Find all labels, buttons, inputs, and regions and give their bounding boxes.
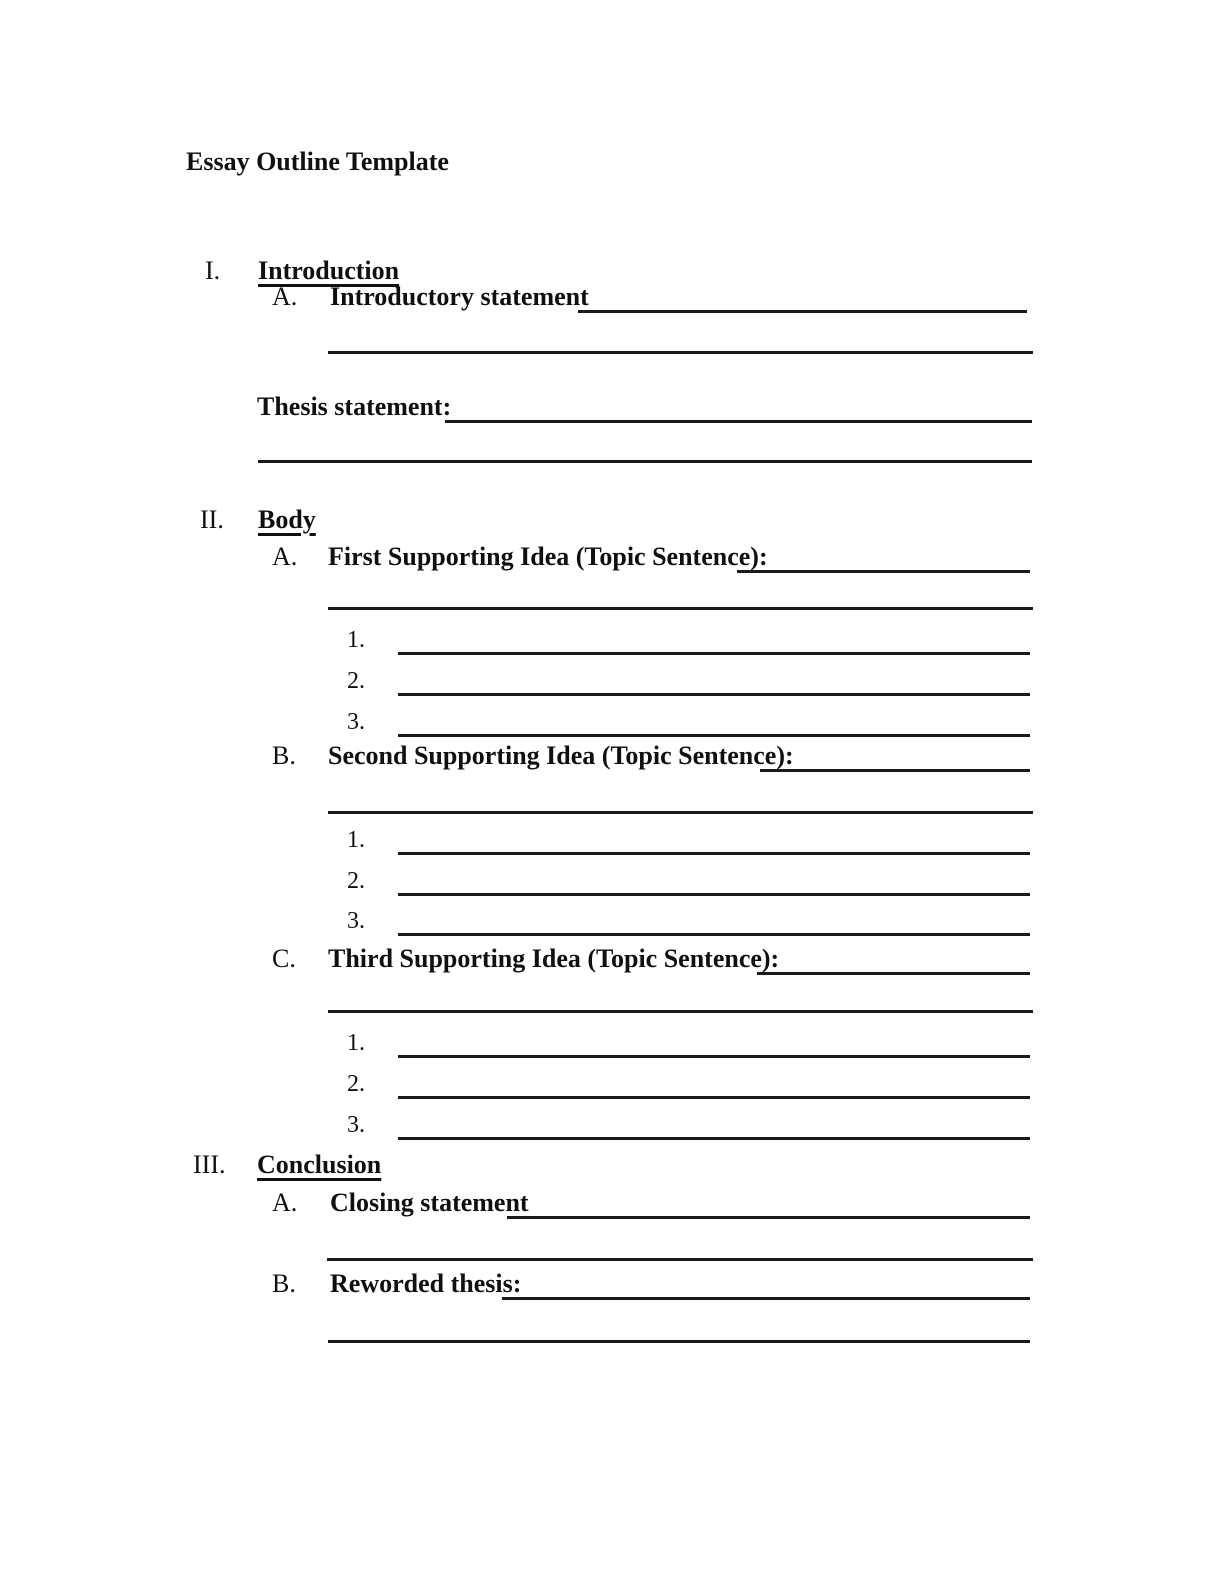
body-group-c-item-3-number: 3. bbox=[347, 1112, 365, 1138]
conclusion-item-b-letter: B. bbox=[272, 1269, 296, 1298]
intro-item-label: Introductory statement bbox=[330, 282, 589, 311]
body-group-b-label: Second Supporting Idea (Topic Sentence): bbox=[328, 741, 794, 770]
section-1-numeral: I. bbox=[205, 256, 221, 285]
body-group-a-letter: A. bbox=[272, 542, 298, 571]
body-group-a-item-2-number: 2. bbox=[347, 668, 365, 694]
body-group-b-letter: B. bbox=[272, 741, 296, 770]
body-group-a-item-1-number: 1. bbox=[347, 627, 365, 653]
body-group-b-item-3-number: 3. bbox=[347, 908, 365, 934]
conclusion-item-a-letter: A. bbox=[272, 1188, 298, 1217]
body-group-c-topic-line-1 bbox=[757, 972, 1030, 975]
body-group-b-topic-line-1 bbox=[760, 769, 1030, 772]
body-group-b-item-2-number: 2. bbox=[347, 868, 365, 894]
reworded-thesis-line-1 bbox=[502, 1297, 1030, 1300]
body-group-a-topic-line-1 bbox=[737, 570, 1030, 573]
body-group-c-topic-line-2 bbox=[328, 1010, 1033, 1013]
thesis-line-1 bbox=[445, 420, 1032, 423]
intro-item-letter: A. bbox=[272, 282, 298, 311]
reworded-thesis-line-2 bbox=[328, 1340, 1030, 1343]
body-group-c-item-2-number: 2. bbox=[347, 1071, 365, 1097]
body-group-b-item-1-number: 1. bbox=[347, 827, 365, 853]
closing-statement-line-2 bbox=[327, 1258, 1033, 1261]
section-3-heading: Conclusion bbox=[257, 1150, 382, 1179]
body-group-a-item-2-line bbox=[398, 693, 1030, 696]
body-group-a-topic-line-2 bbox=[328, 607, 1033, 610]
intro-statement-line-2 bbox=[328, 351, 1033, 354]
body-group-c-item-2-line bbox=[398, 1096, 1030, 1099]
body-group-c-item-1-line bbox=[398, 1055, 1030, 1058]
thesis-label: Thesis statement: bbox=[257, 392, 452, 421]
body-group-b-topic-line-2 bbox=[328, 811, 1033, 814]
section-1-heading: Introduction bbox=[258, 256, 400, 285]
section-2-heading: Body bbox=[258, 505, 316, 534]
closing-statement-line-1 bbox=[507, 1216, 1030, 1219]
section-3-numeral: III. bbox=[193, 1150, 226, 1179]
body-group-b-item-2-line bbox=[398, 893, 1030, 896]
body-group-a-item-3-line bbox=[398, 734, 1030, 737]
body-group-b-item-1-line bbox=[398, 852, 1030, 855]
intro-statement-line-1 bbox=[578, 310, 1027, 313]
page-title: Essay Outline Template bbox=[186, 147, 449, 176]
conclusion-item-a-label: Closing statement bbox=[330, 1188, 529, 1217]
body-group-c-item-3-line bbox=[398, 1137, 1030, 1140]
body-group-c-item-1-number: 1. bbox=[347, 1030, 365, 1056]
body-group-b-item-3-line bbox=[398, 933, 1030, 936]
body-group-c-letter: C. bbox=[272, 944, 296, 973]
body-group-a-item-1-line bbox=[398, 652, 1030, 655]
conclusion-item-b-label: Reworded thesis: bbox=[330, 1269, 522, 1298]
body-group-a-label: First Supporting Idea (Topic Sentence): bbox=[328, 542, 768, 571]
body-group-a-item-3-number: 3. bbox=[347, 709, 365, 735]
body-group-c-label: Third Supporting Idea (Topic Sentence): bbox=[328, 944, 780, 973]
section-2-numeral: II. bbox=[200, 505, 224, 534]
thesis-line-2 bbox=[258, 460, 1032, 463]
